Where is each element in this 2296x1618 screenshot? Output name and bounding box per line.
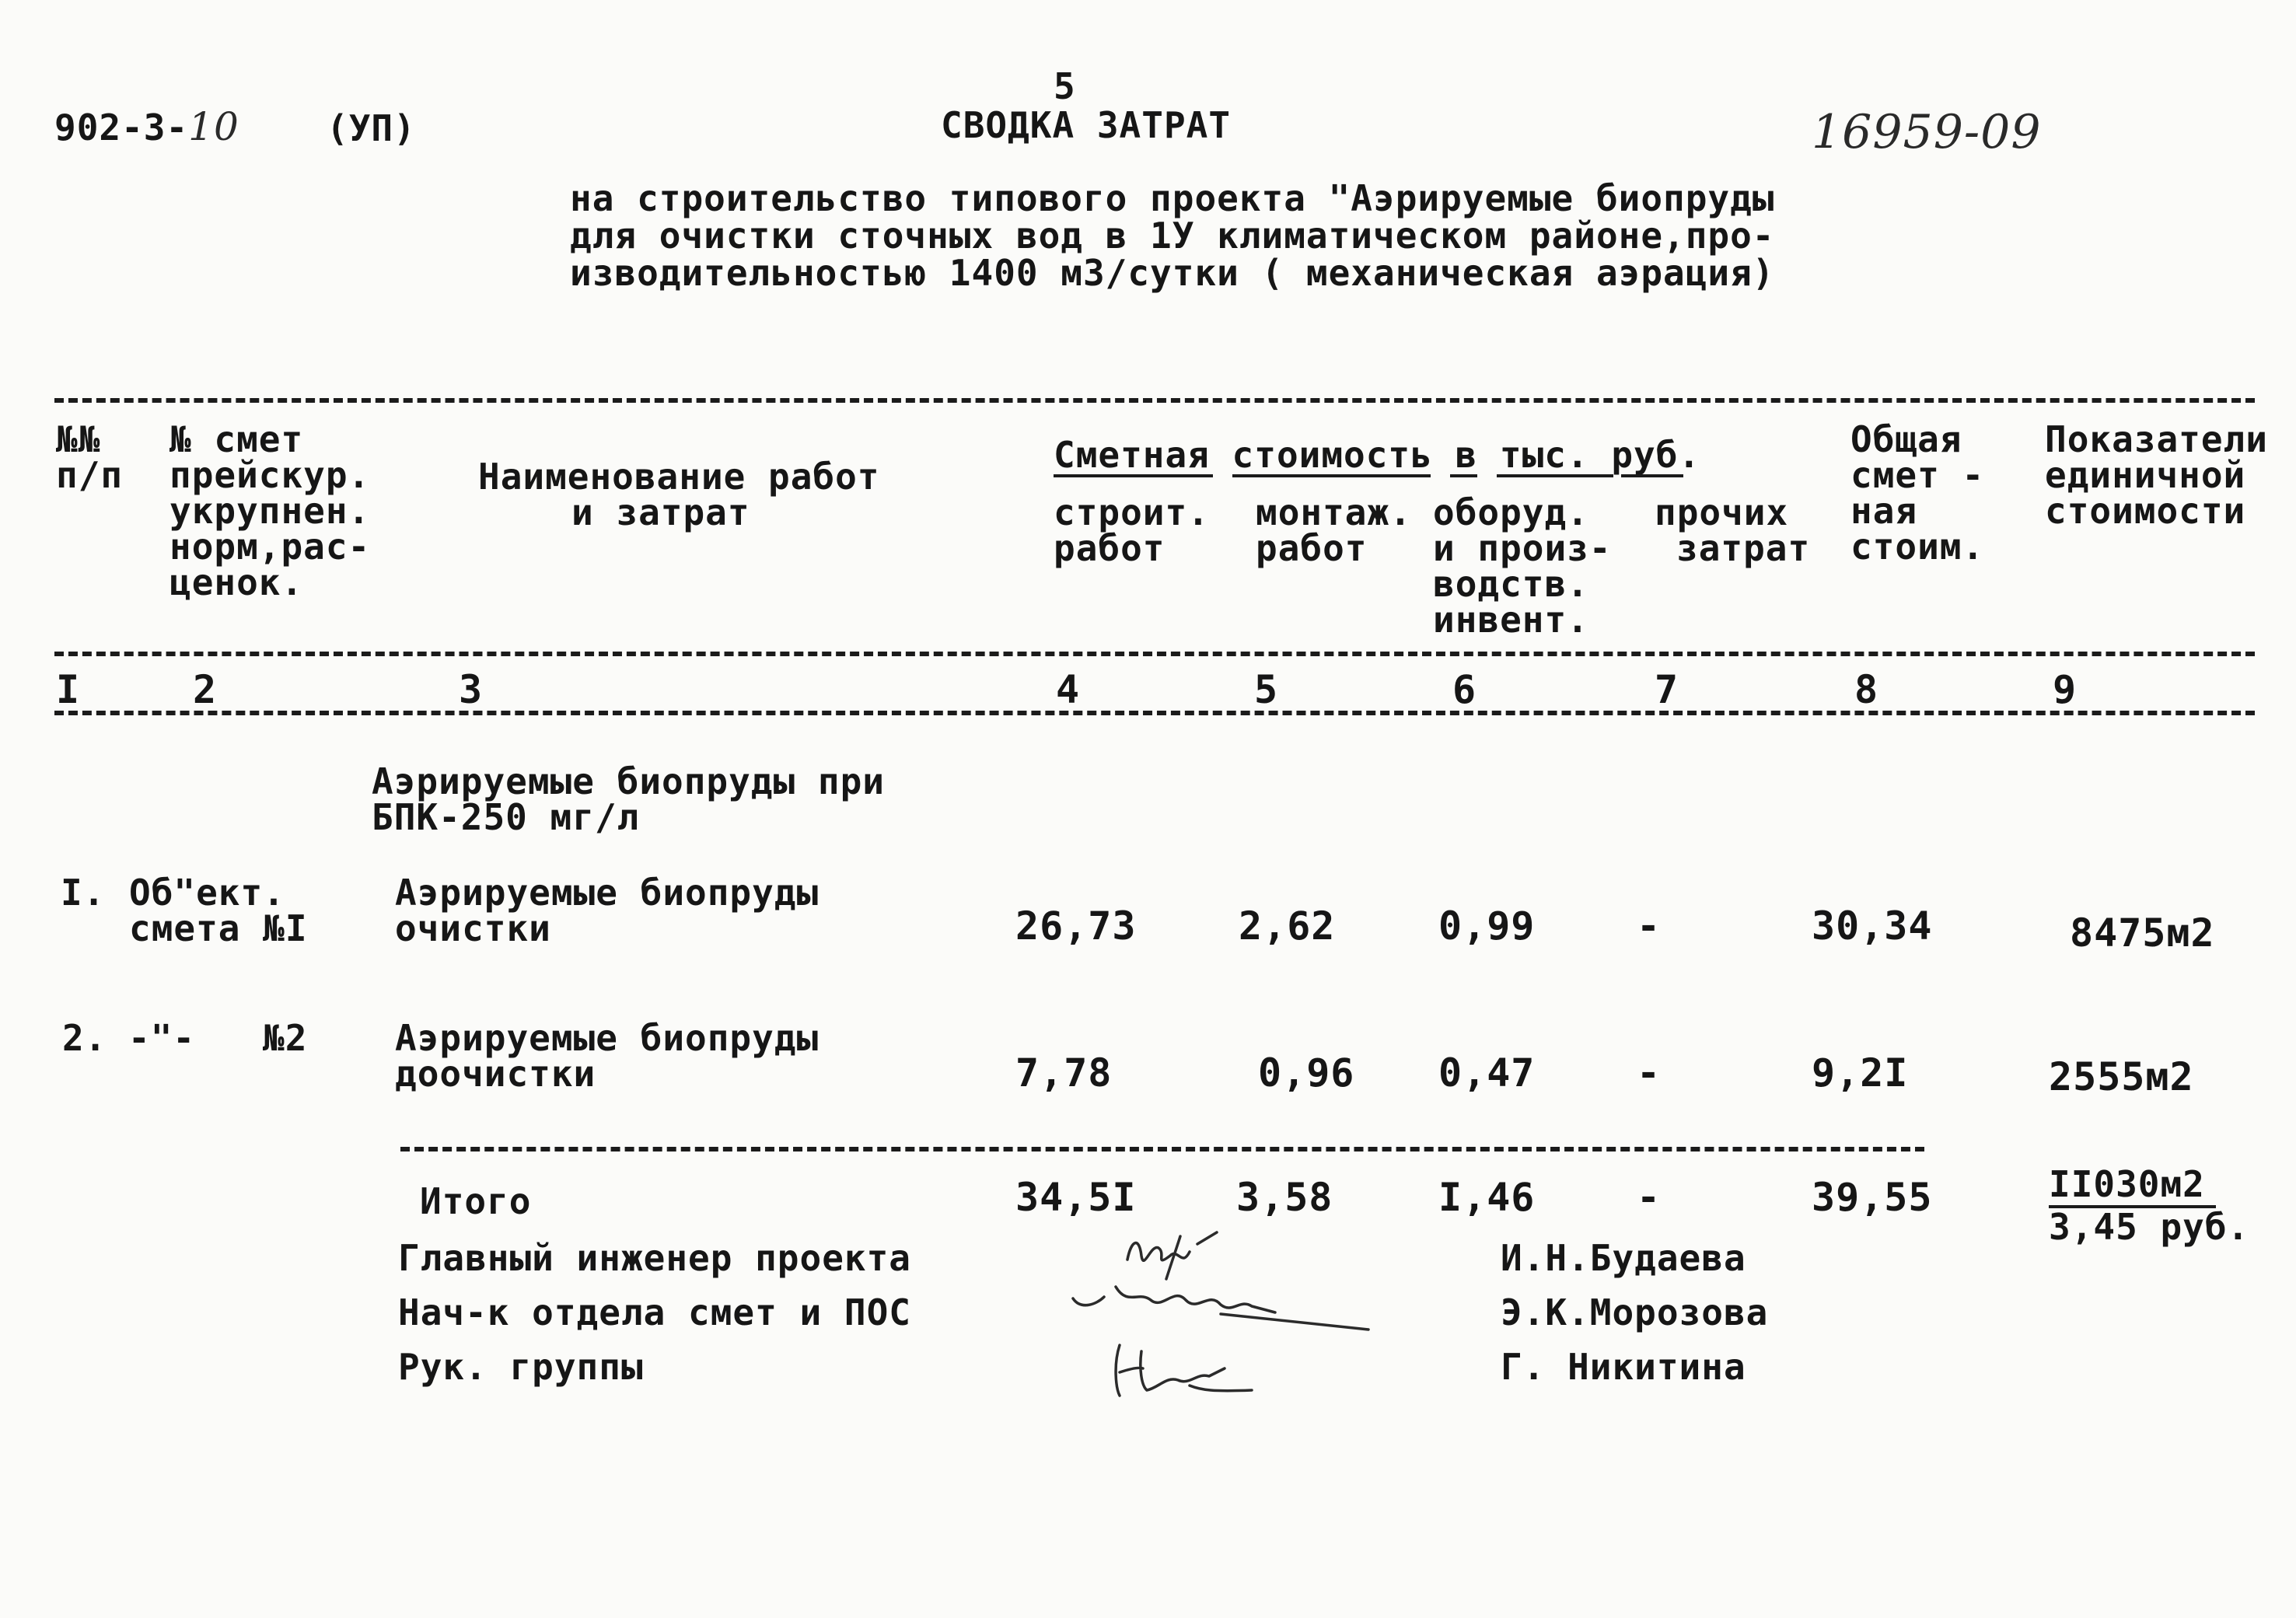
document-mark: (УП): [327, 107, 416, 149]
table-top-rule: [54, 398, 2255, 403]
col8-header: Общая смет - ная стоим.: [1850, 418, 1985, 568]
cost-group-header: Сметная стоимость в тыс. руб.: [1054, 434, 1701, 476]
total-label: Итого: [420, 1180, 532, 1222]
document-code: [54, 104, 239, 149]
signature-scribble-2: [1073, 1287, 1368, 1330]
column-numbers-rule: [54, 711, 2255, 715]
column-number-8: 8: [1854, 667, 1879, 712]
signature-scribble-1: [1127, 1232, 1217, 1279]
subtitle-line-2: для очистки сточных вод в 1У климатическом районе,про-: [570, 215, 1775, 257]
row-unit-indicator: 2555м2: [2049, 1054, 2194, 1099]
row-other-cost: -: [1637, 903, 1662, 949]
signature-scribble-3: [1116, 1345, 1252, 1396]
row-number: 2.: [62, 1017, 107, 1059]
row-total-cost: 9,2I: [1812, 1050, 1909, 1096]
total-total-cost: 39,55: [1812, 1175, 1933, 1220]
total-other-cost: -: [1637, 1175, 1662, 1220]
row-equipment-cost: 0,99: [1438, 903, 1536, 949]
row-installation-cost: 2,62: [1239, 903, 1336, 949]
col4-header: строит. работ: [1054, 491, 1210, 569]
row-number: I.: [61, 872, 106, 914]
row-installation-cost: 0,96: [1258, 1050, 1355, 1096]
total-construction-cost: 34,5I: [1015, 1175, 1137, 1220]
row-estimate-ditto: -"-: [128, 1017, 196, 1059]
row-work-name: Аэрируемые биопруды доочистки: [395, 1017, 820, 1095]
row-total-cost: 30,34: [1812, 903, 1933, 949]
header-bottom-rule: [54, 652, 2255, 656]
total-equipment-cost: I,46: [1438, 1175, 1536, 1220]
subtitle-line-3: изводительностью 1400 м3/сутки ( механическая аэрация): [570, 252, 1775, 294]
subtitle-line-1: на строительство типового проекта "Аэрируемые биопруды: [570, 177, 1775, 219]
col3-header: Наименование работ и затрат: [478, 456, 880, 533]
column-number-5: 5: [1254, 667, 1279, 712]
col9-header: Показатели единичной стоимости: [2045, 418, 2268, 532]
page-title: СВОДКА ЗАТРАТ: [941, 104, 1232, 146]
column-number-6: 6: [1452, 667, 1477, 712]
group-underline-5: [1621, 474, 1683, 477]
column-number-1: I: [56, 667, 81, 712]
column-number-7: 7: [1655, 667, 1679, 712]
document-code-handwritten: 10: [188, 104, 239, 149]
section-title: Аэрируемые биопруды при БПК-250 мг/л: [372, 760, 885, 838]
row-unit-indicator: 8475м2: [2070, 910, 2215, 956]
row-equipment-cost: 0,47: [1438, 1050, 1536, 1096]
row-construction-cost: 26,73: [1015, 903, 1137, 949]
row-work-name: Аэрируемые биопруды очистки: [395, 872, 820, 949]
group-underline-2: [1232, 474, 1431, 477]
row-estimate: №2: [263, 1017, 308, 1059]
total-unit-cost-indicator: 3,45 руб.: [2049, 1206, 2250, 1248]
signature-role-department-head: Нач-к отдела смет и ПОС: [398, 1291, 911, 1333]
signature-name-chief-engineer: И.Н.Будаева: [1501, 1237, 1746, 1279]
row-estimate: Об"ект. смета №I: [129, 872, 308, 949]
group-underline-4: [1497, 474, 1613, 477]
column-number-3: 3: [459, 667, 484, 712]
column-number-4: 4: [1056, 667, 1081, 712]
total-installation-cost: 3,58: [1236, 1175, 1333, 1220]
total-rule: [400, 1147, 1924, 1151]
document-code-typed: 902-3-: [54, 107, 189, 149]
col7-header: прочих затрат: [1655, 491, 1811, 569]
archive-number: 16959-09: [1812, 105, 2042, 159]
row-construction-cost: 7,78: [1015, 1050, 1113, 1096]
signature-role-chief-engineer: Главный инженер проекта: [398, 1237, 911, 1279]
total-area-indicator: II030м2: [2049, 1163, 2205, 1205]
handwritten-signatures: [1042, 1213, 1384, 1407]
row-other-cost: -: [1637, 1050, 1662, 1096]
col2-header: № смет прейскур. укрупнен. норм,рас- ценок.: [169, 418, 371, 603]
signature-name-department-head: Э.К.Морозова: [1501, 1291, 1769, 1333]
column-number-2: 2: [193, 667, 218, 712]
group-underline-1: [1054, 474, 1213, 477]
page-number: 5: [1054, 65, 1076, 107]
group-underline-3: [1450, 474, 1477, 477]
col5-header: монтаж. работ: [1256, 491, 1412, 569]
col1-header: №№ п/п: [56, 418, 124, 496]
col6-header: оборуд. и произ- водств. инвент.: [1433, 491, 1612, 641]
signature-role-group-head: Рук. группы: [398, 1346, 644, 1388]
column-number-9: 9: [2053, 667, 2078, 712]
signature-name-group-head: Г. Никитина: [1501, 1346, 1746, 1388]
